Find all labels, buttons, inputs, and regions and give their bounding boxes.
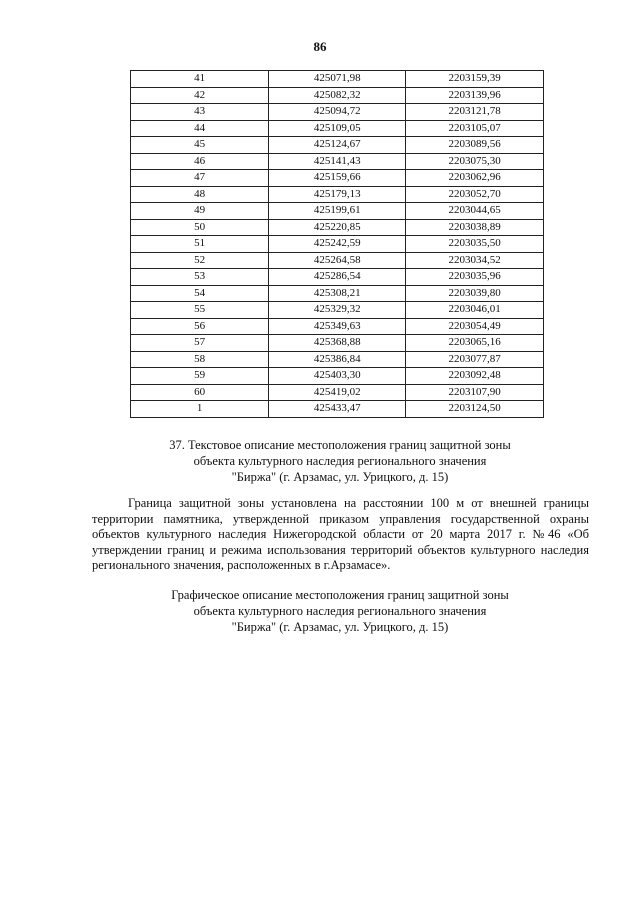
table-row [131,384,544,401]
x-coordinate-cell: 425329,32 [269,302,406,319]
x-coordinate-cell: 425199,61 [269,203,406,220]
x-coordinate-cell: 425264,58 [269,252,406,269]
y-coordinate-cell: 2203062,96 [406,170,544,187]
point-number-cell: 53 [131,269,269,286]
y-coordinate-cell: 2203159,39 [406,71,544,88]
graphic-description-heading [100,587,580,635]
table-row [131,401,544,418]
x-coordinate-cell: 425349,63 [269,318,406,335]
boundary-description-paragraph: Граница защитной зоны установлена на расстоянии 100 м от внешней границы территории памятника, утвержденной приказом управления государственной охраны объектов культурного наследия Нижегородской области от 20 марта 2017 г. №46 «Об утверждении границ и режима использования территорий объектов культурного наследия регионального значения, расположенных в г.Арзамасе». [92,496,589,573]
x-coordinate-cell: 425368,88 [269,335,406,352]
point-number-cell: 45 [131,137,269,154]
x-coordinate-cell: 425082,32 [269,87,406,104]
table-row [131,170,544,187]
x-coordinate-cell: 425141,43 [269,153,406,170]
table-row [131,87,544,104]
table-row [131,335,544,352]
page-number: 86 [313,39,327,54]
point-number-cell: 57 [131,335,269,352]
heading-line: объекта культурного наследия регионального значения [193,454,487,468]
point-number-cell: 42 [131,87,269,104]
x-coordinate-cell: 425386,84 [269,351,406,368]
x-coordinate-cell: 425109,05 [269,120,406,137]
y-coordinate-cell: 2203039,80 [406,285,544,302]
point-number-cell: 48 [131,186,269,203]
point-number-cell: 55 [131,302,269,319]
table-row [131,236,544,253]
text-description-heading [100,437,580,485]
y-coordinate-cell: 2203065,16 [406,335,544,352]
x-coordinate-cell: 425286,54 [269,269,406,286]
table-row [131,368,544,385]
x-coordinate-cell: 425094,72 [269,104,406,121]
table-row [131,137,544,154]
heading-line: Графическое описание местоположения границ защитной зоны [171,588,509,602]
heading-line: 37. Текстовое описание местоположения границ защитной зоны [169,438,511,452]
y-coordinate-cell: 2203038,89 [406,219,544,236]
table-row [131,285,544,302]
x-coordinate-cell: 425308,21 [269,285,406,302]
table-row [131,318,544,335]
x-coordinate-cell: 425403,30 [269,368,406,385]
point-number-cell: 49 [131,203,269,220]
x-coordinate-cell: 425179,13 [269,186,406,203]
table-row [131,71,544,88]
point-number-cell: 59 [131,368,269,385]
x-coordinate-cell: 425124,67 [269,137,406,154]
point-number-cell: 50 [131,219,269,236]
x-coordinate-cell: 425220,85 [269,219,406,236]
y-coordinate-cell: 2203077,87 [406,351,544,368]
point-number-cell: 58 [131,351,269,368]
y-coordinate-cell: 2203139,96 [406,87,544,104]
y-coordinate-cell: 2203105,07 [406,120,544,137]
y-coordinate-cell: 2203075,30 [406,153,544,170]
table-row [131,269,544,286]
y-coordinate-cell: 2203092,48 [406,368,544,385]
x-coordinate-cell: 425071,98 [269,71,406,88]
y-coordinate-cell: 2203035,96 [406,269,544,286]
x-coordinate-cell: 425433,47 [269,401,406,418]
point-number-cell: 44 [131,120,269,137]
point-number-cell: 43 [131,104,269,121]
heading-line: "Биржа" (г. Арзамас, ул. Урицкого, д. 15) [231,470,449,484]
y-coordinate-cell: 2203054,49 [406,318,544,335]
x-coordinate-cell: 425419,02 [269,384,406,401]
point-number-cell: 1 [131,401,269,418]
point-number-cell: 46 [131,153,269,170]
table-row [131,120,544,137]
x-coordinate-cell: 425159,66 [269,170,406,187]
y-coordinate-cell: 2203035,50 [406,236,544,253]
point-number-cell: 56 [131,318,269,335]
y-coordinate-cell: 2203044,65 [406,203,544,220]
point-number-cell: 51 [131,236,269,253]
y-coordinate-cell: 2203121,78 [406,104,544,121]
table-row [131,351,544,368]
coordinates-table-body [131,71,544,418]
y-coordinate-cell: 2203052,70 [406,186,544,203]
coordinates-table [130,70,544,418]
y-coordinate-cell: 2203089,56 [406,137,544,154]
table-row [131,186,544,203]
point-number-cell: 52 [131,252,269,269]
table-row [131,219,544,236]
heading-line: объекта культурного наследия регионального значения [193,604,487,618]
y-coordinate-cell: 2203034,52 [406,252,544,269]
table-row [131,252,544,269]
point-number-cell: 54 [131,285,269,302]
y-coordinate-cell: 2203046,01 [406,302,544,319]
point-number-cell: 41 [131,71,269,88]
point-number-cell: 47 [131,170,269,187]
y-coordinate-cell: 2203107,90 [406,384,544,401]
table-row [131,104,544,121]
point-number-cell: 60 [131,384,269,401]
x-coordinate-cell: 425242,59 [269,236,406,253]
table-row [131,153,544,170]
y-coordinate-cell: 2203124,50 [406,401,544,418]
table-row [131,203,544,220]
table-row [131,302,544,319]
heading-line: "Биржа" (г. Арзамас, ул. Урицкого, д. 15) [231,620,449,634]
